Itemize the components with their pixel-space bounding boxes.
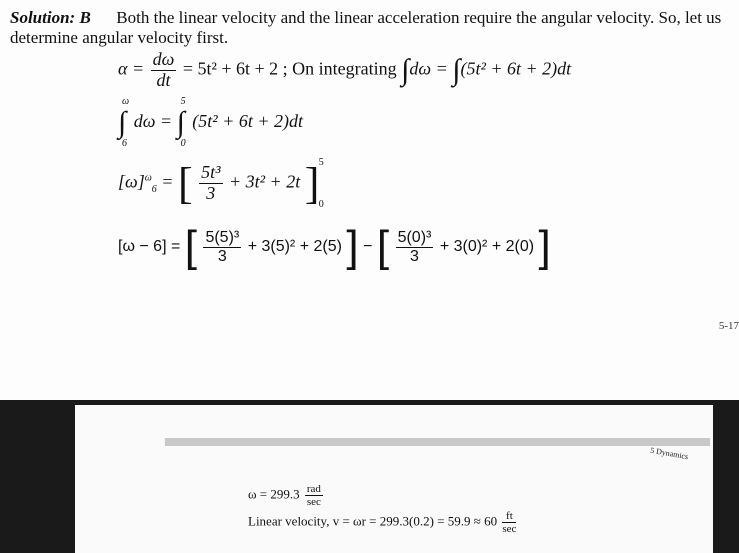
eq4-den1: 3 bbox=[217, 247, 227, 265]
omega-unit-den: sec bbox=[306, 496, 321, 509]
eq4-num1: 5(5)³ bbox=[205, 228, 240, 246]
dw-numerator: dω bbox=[152, 49, 175, 69]
solution-line-1 bbox=[10, 8, 721, 28]
photographed-page bbox=[75, 405, 713, 553]
eq4-num2: 5(0)³ bbox=[397, 228, 432, 246]
linear-velocity-line bbox=[248, 510, 518, 535]
eq4-fraction-1 bbox=[203, 229, 241, 265]
equation-3 bbox=[118, 157, 324, 210]
eq4-minus: − bbox=[363, 238, 373, 256]
integral-sign-icon: ∫ bbox=[452, 53, 461, 87]
eq1-integral-lhs: dω = bbox=[409, 58, 448, 79]
eq3-num: 5t³ bbox=[201, 162, 221, 183]
equation-1 bbox=[118, 50, 571, 91]
eq4-fraction-2 bbox=[396, 229, 434, 265]
equation-4 bbox=[118, 222, 551, 272]
eq3-left: [ω] bbox=[118, 171, 145, 192]
eq3-upper: 5 bbox=[318, 157, 324, 168]
left-bracket-icon: [ bbox=[177, 159, 193, 208]
lower-limit: 6 bbox=[122, 138, 127, 149]
dw-dt-fraction bbox=[151, 50, 177, 91]
eq3-equals: = bbox=[161, 171, 174, 192]
solution-text-1: Both the linear velocity and the linear acceleration require the angular velocity. So, let us bbox=[116, 8, 722, 27]
right-bracket-icon: ] 5 0 bbox=[304, 157, 324, 210]
omega-eq: ω = 299.3 bbox=[248, 486, 300, 502]
eq3-fraction bbox=[199, 163, 222, 204]
solution-line-2: determine angular velocity first. bbox=[10, 28, 229, 47]
left-bracket-icon: [ bbox=[376, 222, 390, 271]
eq4-den2: 3 bbox=[410, 247, 419, 265]
integral-sign-icon: ∫ 5 0 bbox=[176, 96, 193, 149]
lin-unit-den: sec bbox=[502, 523, 517, 536]
eq4-left: [ω − 6] = bbox=[118, 238, 181, 256]
upper-limit: ω bbox=[122, 96, 130, 107]
eq3-lower: 0 bbox=[318, 199, 324, 210]
eq3-sup: ω bbox=[144, 172, 152, 184]
omega-unit-fraction bbox=[305, 483, 323, 508]
page-number: 5-17 bbox=[718, 320, 739, 332]
omega-unit-num: rad bbox=[306, 483, 321, 495]
alpha-symbol: α = bbox=[118, 58, 145, 79]
left-bracket-icon: [ bbox=[184, 222, 197, 271]
eq4-rest2: + 3(0)² + 2(0) bbox=[439, 238, 535, 256]
eq2-left: dω = bbox=[133, 111, 173, 132]
chapter-header: 5 Dynamics bbox=[649, 445, 689, 462]
solution-label: Solution: B bbox=[10, 8, 91, 27]
integral-sign-icon: ∫ bbox=[401, 53, 410, 87]
upper-limit: 5 bbox=[180, 96, 186, 107]
linear-velocity-text: Linear velocity, v = ωr = 299.3(0.2) = 59.9 ≈ 60 bbox=[248, 513, 498, 529]
eq3-sub: 6 bbox=[151, 184, 157, 196]
dt-denominator: dt bbox=[156, 69, 171, 90]
eq1-poly: (5t² + 6t + 2)dt bbox=[460, 58, 572, 79]
integral-sign-icon: ∫ ω 6 bbox=[118, 96, 134, 149]
eq3-rest: + 3t² + 2t bbox=[229, 171, 301, 192]
lin-unit-fraction bbox=[502, 510, 516, 535]
omega-result-line bbox=[248, 483, 325, 508]
eq4-rest1: + 3(5)² + 2(5) bbox=[247, 238, 342, 256]
right-bracket-icon: ] bbox=[346, 222, 359, 271]
lin-unit-num: ft bbox=[502, 510, 516, 523]
lower-limit: 0 bbox=[180, 138, 186, 149]
eq2-right: (5t² + 6t + 2)dt bbox=[192, 111, 303, 132]
equation-2 bbox=[118, 96, 303, 149]
eq1-rhs: = 5t² + 6t + 2 ; On integrating bbox=[182, 58, 397, 79]
eq3-den: 3 bbox=[206, 183, 216, 203]
header-strip bbox=[165, 438, 710, 446]
right-bracket-icon: ] bbox=[538, 222, 551, 271]
